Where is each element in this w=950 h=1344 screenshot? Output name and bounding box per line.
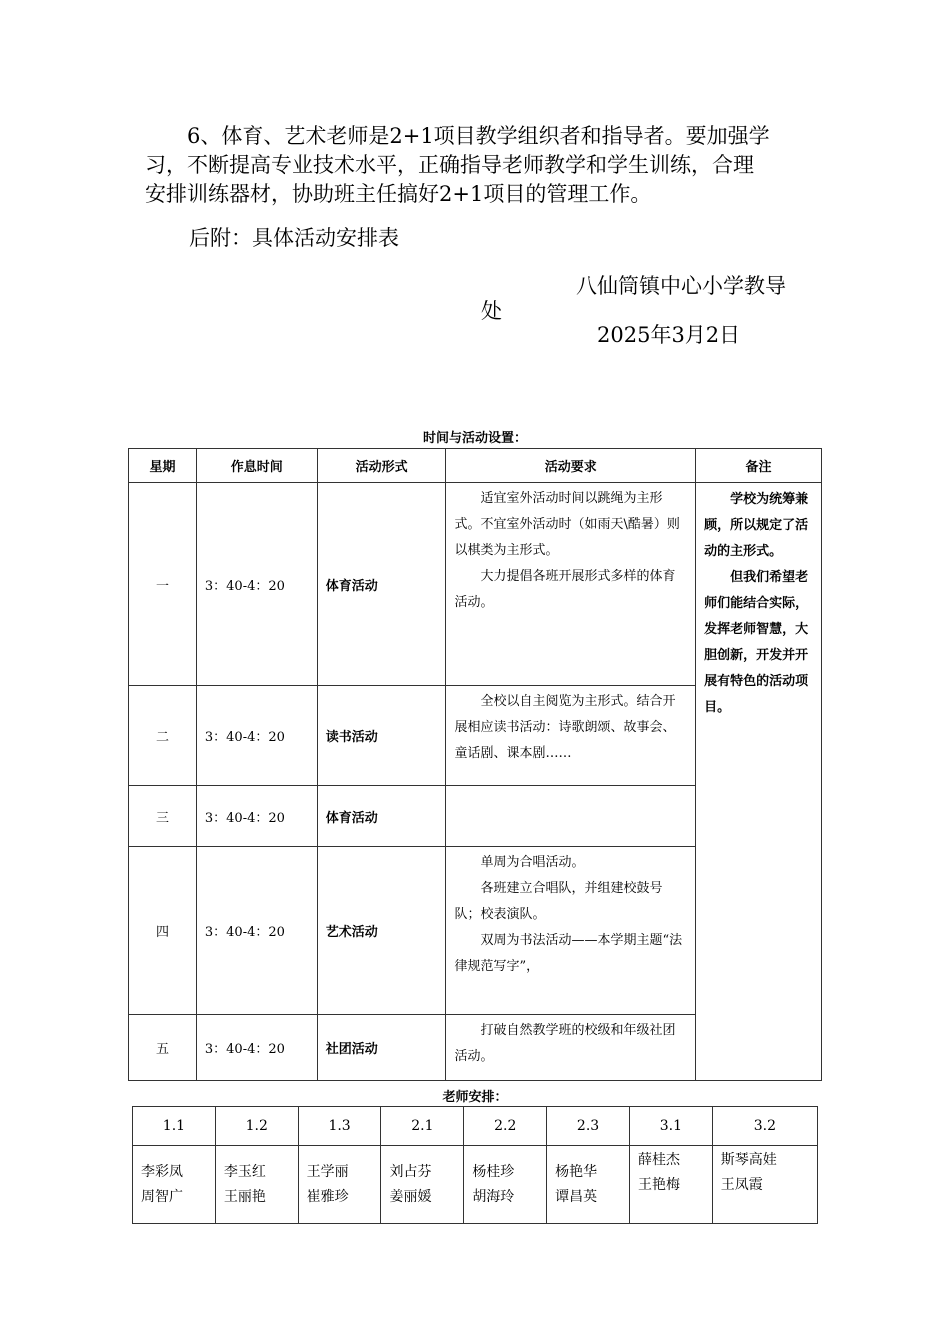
teacher-cell <box>712 1146 817 1224</box>
table-row <box>129 483 822 686</box>
teacher-cell <box>298 1146 381 1224</box>
class-cell: 3.2 <box>712 1107 817 1146</box>
header-day: 星期 <box>129 449 197 483</box>
teacher-cell <box>464 1146 547 1224</box>
form-cell: 艺术活动 <box>317 847 446 1015</box>
signature-date: 2025年3月2日 <box>597 323 741 347</box>
teacher-name: 杨艳华 <box>555 1163 598 1180</box>
requirement-text: 适宜室外活动时间以跳绳为主形式。不宜室外活动时（如雨天\酷暑）则以棋类为主形式。 <box>454 491 680 558</box>
time-cell: 3：40-4：20 <box>196 1015 317 1081</box>
time-cell: 3：40-4：20 <box>196 483 317 686</box>
paragraph-6 <box>145 122 810 209</box>
requirement-text: 全校以自主阅览为主形式。结合开展相应读书活动：诗歌朗颂、故事会、童话剧、课本剧…… <box>454 694 676 761</box>
teacher-name: 王艳梅 <box>637 1177 680 1193</box>
time-cell: 3：40-4：20 <box>196 847 317 1015</box>
requirement-cell <box>446 483 696 686</box>
teacher-name: 崔雅珍 <box>306 1188 349 1205</box>
remark-cell <box>696 483 822 1081</box>
teacher-cell <box>629 1146 712 1224</box>
appendix-note: 后附：具体活动安排表 <box>189 226 399 250</box>
teacher-table <box>132 1106 818 1224</box>
teacher-name: 姜丽媛 <box>389 1188 432 1205</box>
header-form: 活动形式 <box>317 449 446 483</box>
requirement-text: 双周为书法活动——本学期主题“法律规范写字”， <box>454 933 683 974</box>
form-cell: 体育活动 <box>317 483 446 686</box>
teacher-name: 王丽艳 <box>223 1188 266 1205</box>
remark-text: 学校为统筹兼顾，所以规定了活动的主形式。 <box>704 492 809 559</box>
class-cell: 1.1 <box>133 1107 216 1146</box>
class-cell: 3.1 <box>629 1107 712 1146</box>
requirement-text: 打破自然教学班的校级和年级社团活动。 <box>454 1023 676 1064</box>
teacher-cell <box>381 1146 464 1224</box>
form-cell: 读书活动 <box>317 686 446 786</box>
requirement-text: 各班建立合唱队，并组建校鼓号队；校表演队。 <box>454 881 663 922</box>
teacher-name: 斯琴高娃 <box>720 1152 777 1168</box>
teacher-name: 薛桂杰 <box>637 1152 680 1168</box>
paragraph-6-line-3: 安排训练器材，协助班主任搞好2+1项目的管理工作。 <box>145 182 652 206</box>
time-cell: 3：40-4：20 <box>196 686 317 786</box>
requirement-cell <box>446 847 696 1015</box>
header-requirement: 活动要求 <box>446 449 696 483</box>
teacher-name: 王学丽 <box>306 1163 349 1180</box>
signature-org-line-1: 八仙筒镇中心小学教导 <box>576 274 786 298</box>
class-cell: 1.3 <box>298 1107 381 1146</box>
day-cell: 五 <box>129 1015 197 1081</box>
day-cell: 三 <box>129 786 197 847</box>
activity-table <box>128 448 822 1081</box>
activity-table-header <box>129 449 822 483</box>
day-cell: 一 <box>129 483 197 686</box>
time-cell: 3：40-4：20 <box>196 786 317 847</box>
remark-text: 但我们希望老师们能结合实际，发挥老师智慧，大胆创新，开发并开展有特色的活动项目。 <box>704 570 809 715</box>
header-remark: 备注 <box>696 449 822 483</box>
paragraph-6-line-1: 6、体育、艺术老师是2+1项目教学组织者和指导者。要加强学 <box>187 124 770 148</box>
form-cell: 体育活动 <box>317 786 446 847</box>
teacher-name: 王凤霞 <box>720 1177 763 1193</box>
day-cell: 四 <box>129 847 197 1015</box>
class-cell: 2.3 <box>547 1107 630 1146</box>
teacher-cell <box>547 1146 630 1224</box>
teacher-name: 刘占芬 <box>389 1163 432 1180</box>
teacher-name: 李玉红 <box>223 1163 266 1180</box>
class-cell: 1.2 <box>215 1107 298 1146</box>
teacher-cell <box>133 1146 216 1224</box>
requirement-cell <box>446 686 696 786</box>
header-time: 作息时间 <box>196 449 317 483</box>
signature-org-line-2: 处 <box>481 299 502 323</box>
day-cell: 二 <box>129 686 197 786</box>
teacher-name: 胡海玲 <box>472 1188 515 1205</box>
activity-table-title: 时间与活动设置： <box>422 431 527 446</box>
teacher-names-row <box>133 1146 818 1224</box>
requirement-cell <box>446 786 696 847</box>
teacher-cell <box>215 1146 298 1224</box>
paragraph-6-line-2: 习，不断提高专业技术水平，正确指导老师教学和学生训练，合理 <box>145 153 754 177</box>
requirement-text: 大力提倡各班开展形式多样的体育活动。 <box>454 569 676 610</box>
teacher-table-title: 老师安排： <box>442 1090 508 1105</box>
teacher-name: 李彩凤 <box>141 1163 183 1180</box>
teacher-name: 周智广 <box>141 1188 183 1205</box>
class-cell: 2.1 <box>381 1107 464 1146</box>
teacher-table-header <box>133 1107 818 1146</box>
form-cell: 社团活动 <box>317 1015 446 1081</box>
requirement-text: 单周为合唱活动。 <box>480 855 585 870</box>
requirement-cell <box>446 1015 696 1081</box>
teacher-name: 谭昌英 <box>555 1188 598 1205</box>
class-cell: 2.2 <box>464 1107 547 1146</box>
teacher-name: 杨桂珍 <box>472 1163 515 1180</box>
